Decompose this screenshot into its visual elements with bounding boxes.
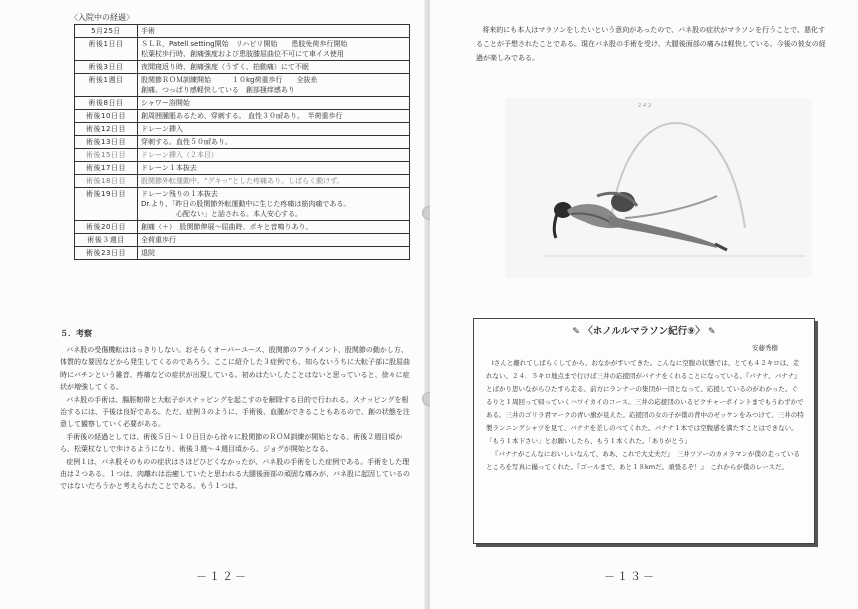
row-event (138, 175, 410, 188)
event-line: 股関節ＲＯＭ訓練開始 １０kg荷重歩行 全抜糸 (141, 76, 318, 84)
column-title-text: 〈ホノルルマラソン紀行⑨〉 (583, 326, 705, 337)
paragraph: 『バナナがこんなにおいしいなんて、ああ、これで大丈夫だ』 三井ツアーのカメラマンが僕の走っているところを写真に撮ってくれた。『ゴールまで、あと１８kmだ。頑張るぞ！』 これからが僕のレースだ。 (486, 450, 801, 471)
table-row (75, 247, 410, 260)
row-date: 術後1日目 (75, 38, 138, 61)
page-number: －１２－ (196, 570, 248, 583)
row-date: 術後12日目 (75, 123, 138, 136)
paragraph: バネ股の受傷機転ははっきりしない。おそらくオーバーユース、股関節のアライメント、股関節の動かし方、体質的な要因などから発生してくるのであろう。ここに紹介した３症例でも、知らないうちに大転子部に股屈曲時にバチンという雑音、疼痛などの症状が出現している。初めはたいしたことはないと思っていると、徐々に症状が増強してくる。 (60, 346, 410, 392)
left-page (0, 0, 428, 609)
table-row (75, 162, 410, 175)
column-title (474, 323, 814, 337)
event-line: ドレーン挿入（２本目） (141, 151, 218, 159)
table-row (75, 61, 410, 74)
table-row (75, 25, 410, 38)
pencil-icon: ✎ (708, 327, 716, 337)
row-event (138, 247, 410, 260)
row-event (138, 97, 410, 110)
section-heading: ５．考察 (60, 329, 92, 338)
row-date: 術後15日目 (75, 149, 138, 162)
table-row (75, 97, 410, 110)
row-date: 術後13日目 (75, 136, 138, 149)
paragraph: 将来的にも本人はマラソンをしたいという意向があったので、バネ股の症状がマラソンを行うことで、悪化することが予想されたことである。現在バネ股の手術を受け、大腿後面部の痛みは軽快している。今後の彼女の経過が楽しみである。 (476, 26, 826, 62)
table-row (75, 123, 410, 136)
table-row (75, 74, 410, 97)
table-row (75, 110, 410, 123)
row-date: 術後３週目 (75, 234, 138, 247)
paragraph: 手術後の経過としては、術後５日～１０日目から徐々に股関節のＲＯＭ訓練が開始となる。術後２週目頃から、松葉杖なしで歩けるようになり、術後３週～４週目頃から、ジョグが開始となる。 (60, 432, 403, 454)
course-table (74, 24, 410, 260)
table-row (75, 221, 410, 234)
event-line: 創周囲腫脹あるため、穿刺する。 血性３０㎖あり。 半荷重歩行 (141, 112, 343, 120)
event-line: 創痛、つっぱり感軽快している 創部掻痒感あり (141, 86, 295, 94)
pencil-icon: ✎ (572, 327, 580, 337)
table-row (75, 234, 410, 247)
event-line: 心配ない」と話される。本人安心する。 (141, 210, 302, 218)
event-line: 退院 (141, 249, 155, 257)
row-event (138, 61, 410, 74)
row-event (138, 38, 410, 61)
column-author: 安藤秀樹 (752, 344, 778, 352)
event-line: Dr.より、「昨日の股関節外転運動中に生じた疼痛は筋肉痛である。 (141, 200, 351, 208)
event-line: 手術 (141, 27, 155, 35)
paragraph: バネ股の手術は、腸脛靭帯と大転子がスナッピングを起こすのを解除する目的で行われる。スナッピングを根治するには、予後は良好である。ただ、症例３のように、手術後、血腫ができることもあるので、創の状態を注意して観察していく必要がある。 (60, 395, 410, 429)
discussion-text (60, 344, 412, 493)
page-number: －１３－ (604, 570, 656, 583)
row-event (138, 110, 410, 123)
row-date: 5月25日 (75, 25, 138, 38)
row-date: 術後17日目 (75, 162, 138, 175)
event-line: ドレーン挿入 (141, 125, 183, 133)
column-text (486, 357, 804, 474)
table-row (75, 188, 410, 221)
row-date: 術後10日目 (75, 110, 138, 123)
row-date: 術後20日目 (75, 221, 138, 234)
table-row (75, 38, 410, 61)
row-event (138, 221, 410, 234)
row-event (138, 188, 410, 221)
event-line: 松葉杖歩行時、創痛強度および患肢膝屈曲位不可にて車イス使用 (141, 50, 344, 58)
row-date: 術後3日目 (75, 61, 138, 74)
table-row (75, 149, 410, 162)
row-event (138, 162, 410, 175)
row-date: 術後23日目 (75, 247, 138, 260)
event-line: 創痛（＋） 股関節伸展～屈曲時、ポキと音鳴りあり。 (141, 223, 313, 231)
paragraph: Iさんと離れてしばらくしてから、おなかがすいてきた。こんなに空腹の状態では、とても４２キロは、走れない。２４．５キロ地点まで行けば三井の応援団がバナナをくれることになっている。『バナナ、バナナ』とばかり思いながらひたすら走る。前方にランナーの集団が一団となって、応援しているのがわかった。ぐるりと１周回って帰っていくハワイカイのコース。三井の応援団のいるビクチャーポイントまでもうわずかである。三井のゴリラ君マークの青い旗が見えた。応援団の女の子が僕の背中のゼッケンをみつけて、三井の特製ランニングシャツを見て、バナナを差しのべてくれた。バナナ１本では空腹感を満たすことはできない。「もう１本下さい」とお願いしたら、もう１本くれた。「ありがとう」 (486, 359, 804, 445)
photo-image (505, 98, 812, 278)
marathon-column-box (473, 318, 815, 544)
row-date: 術後1週目 (75, 74, 138, 97)
intro-text (476, 23, 826, 65)
event-line: シャワー浴開始 (141, 99, 190, 107)
photo-runner-stretching (505, 98, 812, 278)
row-date: 術後19日目 (75, 188, 138, 221)
right-page (430, 0, 858, 609)
row-event (138, 123, 410, 136)
event-line: 全荷重歩行 (141, 236, 176, 244)
event-line: 穿刺する。血性５０㎖あり。 (141, 138, 232, 146)
row-event (138, 74, 410, 97)
row-date: 術後18日目 (75, 175, 138, 188)
table-row (75, 175, 410, 188)
row-date: 術後8日目 (75, 97, 138, 110)
row-event (138, 25, 410, 38)
event-line: ドレーン残りの１本抜去 (141, 190, 218, 198)
row-event (138, 136, 410, 149)
event-line: 股関節外転運動中、“グキッ”とした疼痛あり。しばらく動けず。 (141, 177, 344, 185)
event-line: 夜間寝返り時、創痛強度（うずく、拍動痛）にて不眠 (141, 63, 309, 71)
row-event (138, 149, 410, 162)
row-event (138, 234, 410, 247)
photo-label: ２４２ (637, 103, 653, 109)
paragraph: 症例１は、バネ股そのものの症状はさほどひどくなかったが、バネ股の手術をした症例である。手術をした理由は２つある。１つは、肉離れは治癒していたと思われる大腿後面部の頑固な痛みが、バネ股に起因しているのではないだろうかと考えられたことである。もう１つは、 (60, 457, 410, 491)
course-title: 〈入院中の経過〉 (70, 13, 134, 22)
event-line: ドレーン１本抜去 (141, 164, 197, 172)
event-line: ＳＬＲ，Patell setting開始 リハビリ開始 患肢免荷歩行開始 (141, 40, 348, 48)
table-row (75, 136, 410, 149)
